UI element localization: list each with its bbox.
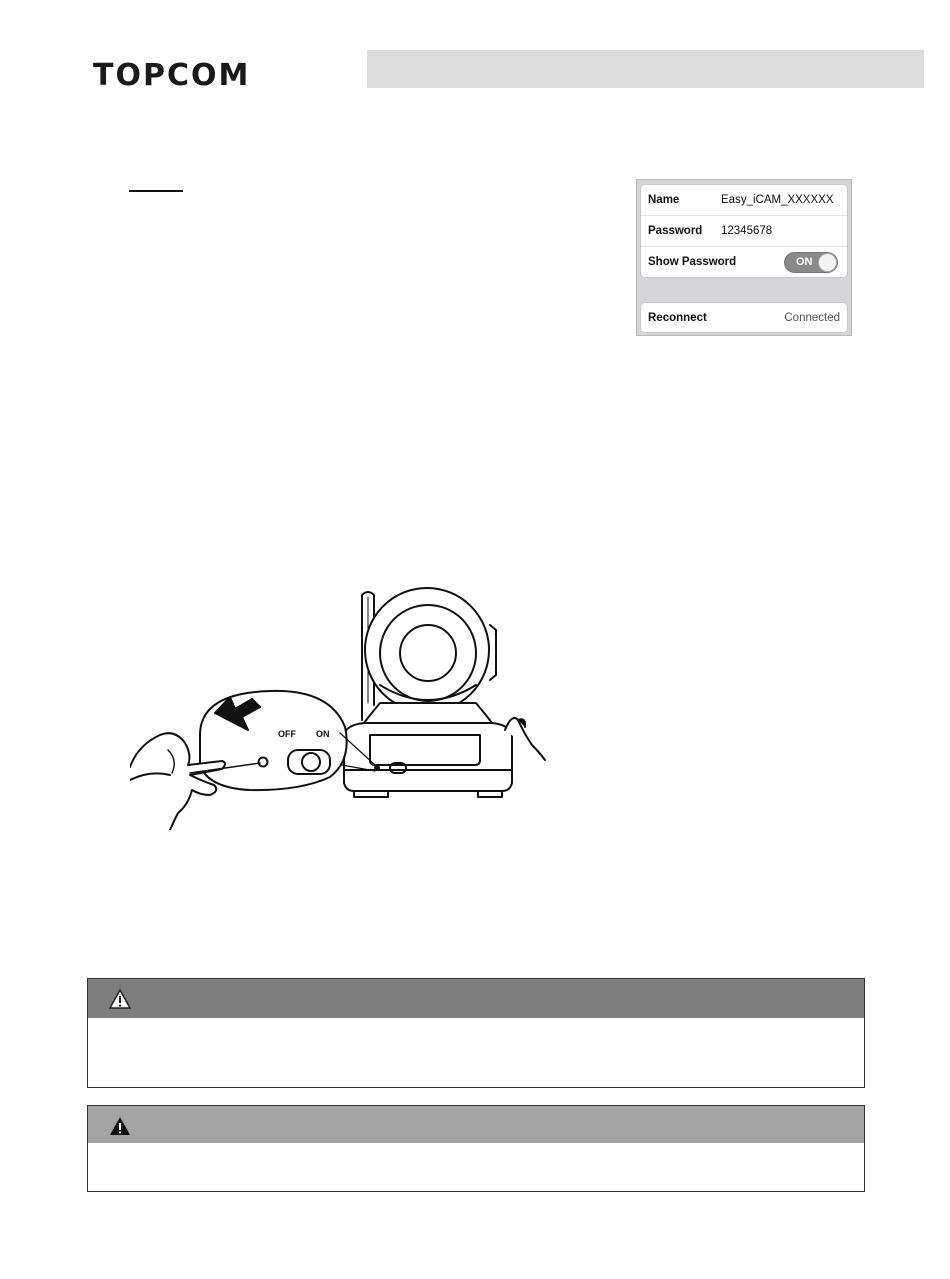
header-bar [367,50,924,88]
name-label: Name [648,194,680,206]
off-label: OFF [278,729,296,739]
show-password-row [641,247,847,278]
name-row [641,185,847,216]
show-password-toggle[interactable] [784,252,838,273]
reconnect-label: Reconnect [648,312,707,324]
notice-header [88,979,864,1018]
warning-filled-icon [108,1115,132,1137]
reconnect-status: Connected [784,312,840,324]
reconnect-group[interactable] [640,302,848,333]
reconnect-row[interactable] [641,303,847,334]
warning-notice-1 [87,978,865,1088]
notice-header [88,1106,864,1143]
heading-underline [129,190,183,192]
topcom-logo: TOPCOM [93,58,251,93]
password-label: Password [648,225,703,237]
password-value[interactable]: 12345678 [721,225,773,237]
wifi-settings-screenshot [636,179,852,336]
password-row [641,216,847,247]
warning-outline-icon [108,988,132,1010]
warning-notice-2 [87,1105,865,1192]
name-value[interactable]: Easy_iCAM_XXXXXX [721,194,834,206]
toggle-on-label: ON [796,256,813,268]
on-label: ON [316,729,330,739]
show-password-label: Show Password [648,256,737,268]
wifi-credentials-group [640,184,848,278]
camera-reset-illustration [130,585,550,830]
toggle-knob [818,253,837,272]
